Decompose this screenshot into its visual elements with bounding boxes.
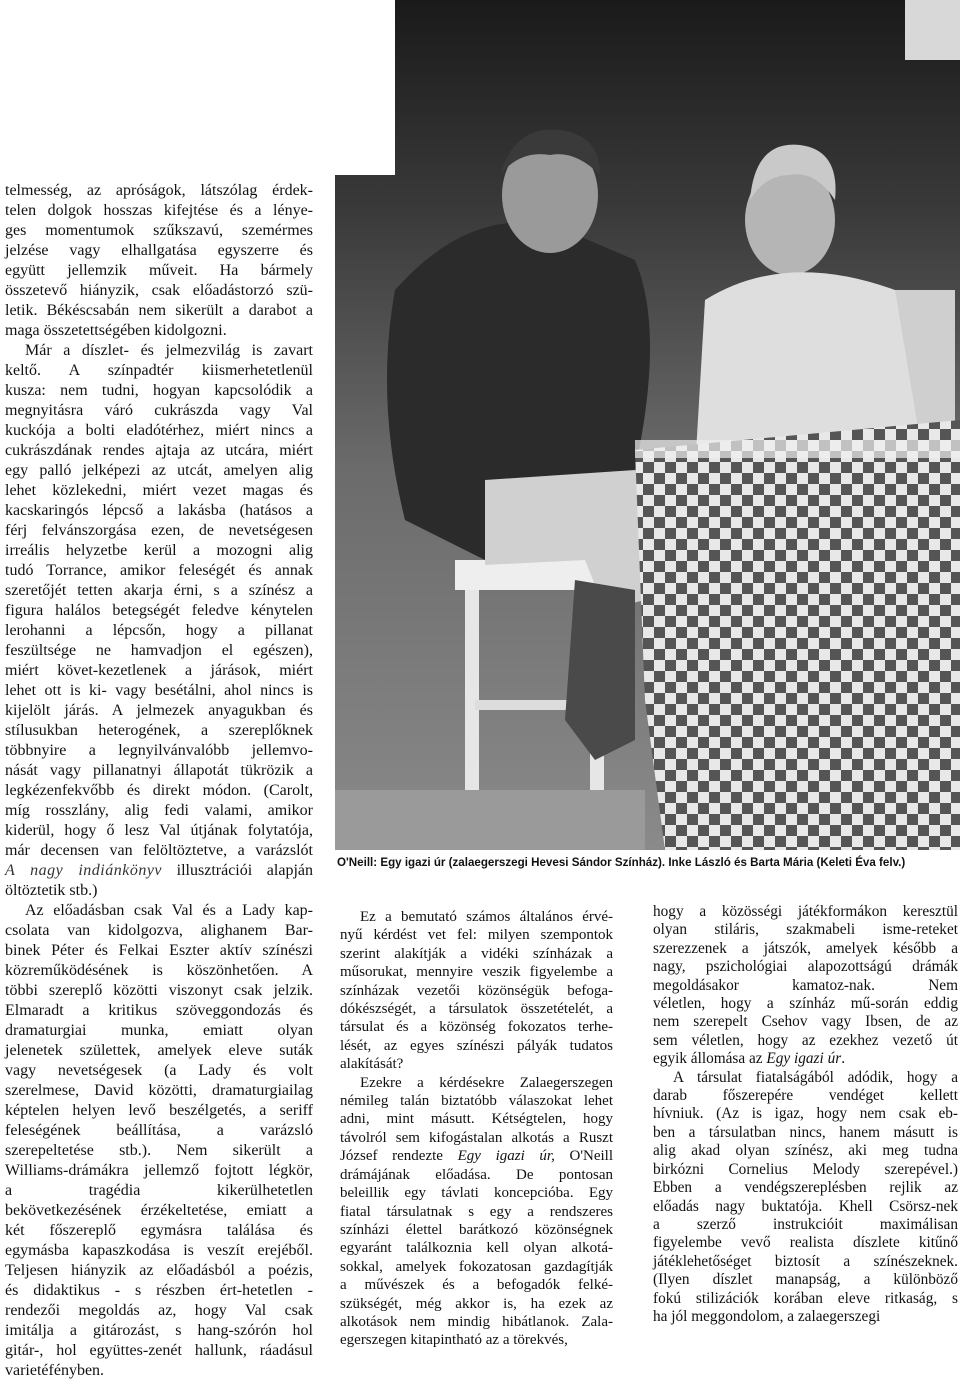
- paragraph: [340, 908, 613, 1074]
- text-line: nását vagy pillanatnyi állapotát tükrözik a: [5, 762, 313, 779]
- text-line: nagy, pszichológiai alapozottságú drámák: [653, 958, 958, 976]
- text-line: egymásba kapaszkodása is veszít erejéből.: [5, 1242, 313, 1259]
- text-line: szeretőjét tetten akarja érni, s a színész a: [5, 582, 313, 599]
- text-line: dramaturgiai munka, emiatt olyan: [5, 1022, 313, 1039]
- text-line: olyan stiláris, szakmabeli isme-reteket: [653, 921, 958, 939]
- text-line: telmesség, az apróságok, látszólag érdek-: [5, 182, 313, 199]
- text-line: játéklehetőséget biztosít a színészeknek.: [653, 1252, 958, 1270]
- text-line: (Ilyen díszlet manapság, a különböző: [653, 1271, 958, 1289]
- stage-photo: [335, 0, 960, 850]
- text-line: gitár-, hol együttes-zenét hallunk, ráadásul: [5, 1342, 313, 1359]
- text-line: lehet ott is ki- vagy besétálni, ahol nincs is: [5, 682, 313, 699]
- article-column-right: [653, 903, 958, 1326]
- text-line: már decensen van felöltöztetve, a varázslót: [5, 842, 313, 859]
- text-line: tudó Torrance, amikor feleségét és annak: [5, 562, 313, 579]
- text-line: adni, mint másutt. Kétségtelen, hogy: [340, 1111, 613, 1128]
- text-line: kiderül, hogy ő lesz Val útjának folytatója,: [5, 822, 313, 839]
- text-line: Elmaradt a kritikus szöveggondozás és: [5, 1002, 313, 1019]
- text-line: [340, 1147, 613, 1165]
- text-line: a szerző instrukcióit maximálisan: [653, 1215, 958, 1233]
- text-line: némileg talán biztatóbb válaszokat lehet: [340, 1093, 613, 1110]
- text-line: drámájának előadása. De pontosan: [340, 1166, 613, 1183]
- article-column-left: [5, 181, 313, 1381]
- text-line: szerepeltetése stb.). Nem sikerült a: [5, 1142, 313, 1159]
- text-line: imitálja a gitározást, s hang-szórón hol: [5, 1322, 313, 1339]
- text-line: férj felvánszorgása ezen, de nevetségesen: [5, 522, 313, 539]
- text-line: Ebben a vendégszereplésben rejlik az: [653, 1179, 958, 1197]
- text-line: Ezekre a kérdésekre Zalaegerszegen: [360, 1074, 613, 1091]
- text-line: Ez a bemutató számos általános érvé-: [360, 909, 613, 925]
- text-line: összetevő hiányzik, csak előadástorzó szü-: [5, 282, 313, 299]
- paragraph: [340, 1074, 613, 1350]
- text-line: előadás nagy buktatója. Khell Csörsz-nek: [653, 1197, 958, 1215]
- text-line: hogy a közösségi játékformákon keresztül: [653, 903, 958, 920]
- text-line: Az előadásban csak Val és a Lady kap-: [25, 902, 313, 919]
- text-line: cukrászdának rendes ajtaja az utcára, miért: [5, 442, 313, 459]
- text-line: [5, 861, 313, 881]
- text-span: József rendezte: [340, 1148, 458, 1165]
- text-line: és didaktikus - s részben ért-hetetlen -: [5, 1282, 313, 1299]
- text-line: A társulat fiatalságából adódik, hogy a: [673, 1068, 958, 1086]
- text-line: feszültsége ne hamvadjon el egészen),: [5, 642, 313, 659]
- text-line: színházak vezetői közönségük befoga-: [340, 982, 613, 999]
- text-line: irreális helyzetbe kerül a mozogni alig: [5, 542, 313, 559]
- text-line: szerelmese, David közötti, dramaturgiailag: [5, 1082, 313, 1099]
- text-line: egerszegen kitapintható az a törekvés,: [340, 1332, 568, 1349]
- text-line: nem szerepelt Csehov vagy Ibsen, de az: [653, 1013, 958, 1031]
- paragraph: [5, 341, 313, 901]
- text-line: sem véletlen, hogy az ezekhez vezető út: [653, 1031, 958, 1049]
- article-column-middle: [340, 908, 613, 1350]
- text-line: Teljesen hiányzik az előadásból a poézis,: [5, 1262, 313, 1279]
- italic-title: A nagy indiánkönyv: [5, 862, 163, 879]
- text-line: kijelölt járás. A jelmezek anyagukban és: [5, 702, 313, 719]
- text-line: véletlen, hogy a színház mű-során eddig: [653, 995, 958, 1013]
- text-line: jelenetek születtek, amelyek eleve suták: [5, 1042, 313, 1059]
- text-line: egyaránt találkoznia kell olyan alkotá-: [340, 1240, 613, 1257]
- text-line: öltöztetik stb.): [5, 882, 98, 899]
- text-line: varietéfényben.: [5, 1362, 105, 1379]
- paragraph: [653, 1069, 958, 1327]
- text-line: szerezzenek a játszók, amelyek később a: [653, 939, 958, 957]
- text-span: .: [841, 1050, 846, 1068]
- text-line: beleillik egy távlati koncepcióba. Egy: [340, 1185, 613, 1202]
- text-line: ha jól meggondolom, a zalaegerszegi: [653, 1307, 881, 1325]
- text-line: műsorukat, mennyire veszik figyelembe a: [340, 964, 613, 981]
- text-line: egy palló jelképezi az utcát, amelyen alig: [5, 462, 313, 479]
- text-line: többi szereplő közötti viszonyt csak jelzik.: [5, 982, 313, 999]
- text-line: fiatal társulatnak s egy a rendszeres: [340, 1203, 613, 1220]
- text-line: miért követ-kezetlenek a járások, miért: [5, 662, 313, 679]
- text-line: többnyire a legnyilvánvalóbb jellemvo-: [5, 742, 313, 759]
- text-line: míg rosszlány, alig fedi valami, amikor: [5, 802, 313, 819]
- text-line: hívniuk. (Az is igaz, hogy nem csak eb-: [653, 1105, 958, 1123]
- text-line: birkózni Cornelius Melody szerepével.): [653, 1160, 958, 1178]
- text-line: ben a társulatban nincs, hanem másutt is: [653, 1123, 958, 1141]
- text-line: kusza: nem tudni, hogyan kapcsolódik a: [5, 382, 313, 399]
- paragraph: [5, 901, 313, 1381]
- text-line: telen dolgok hosszas kifejtése és a lénye-: [5, 202, 313, 219]
- text-span: illusztrációi alapján: [162, 862, 313, 879]
- text-line: megoldásakor kamatoz-nak. Nem: [653, 976, 958, 994]
- text-line: megnyitásra váró cukrászda vagy Val: [5, 402, 313, 419]
- text-line: legkézenfekvőbb és direkt módon. (Carolt,: [5, 782, 313, 799]
- text-line: kacskaringós lépcső a lakásba (hatásos a: [5, 502, 313, 519]
- text-line: színházi élettel barátkozó közönségnek: [340, 1221, 613, 1238]
- text-line: ges momentumok szűkszavú, szemérmes: [5, 222, 313, 239]
- italic-title: Egy igazi úr,: [457, 1148, 555, 1165]
- text-line: alig akad olyan színész, aki meg tudna: [653, 1142, 958, 1160]
- text-line: stílusukban heterogének, a szereplőknek: [5, 722, 313, 739]
- text-line: rendezői megoldás az, hogy Val csak: [5, 1302, 313, 1319]
- text-line: sokkal, amelyek fokozatosan gazdagítják: [340, 1258, 613, 1275]
- text-line: a tragédia kikerülhetetlen: [5, 1182, 313, 1199]
- text-line: darab főszerepére vendéget kellett: [653, 1087, 958, 1105]
- text-line: Már a díszlet- és jelmezvilág is zavart: [25, 342, 313, 359]
- text-span: O'Neill: [554, 1148, 614, 1165]
- text-line: közreműködésének is köszönhetően. A: [5, 962, 313, 979]
- text-span: egyik állomása az: [653, 1050, 767, 1068]
- text-line: lerohanni a lépcsőn, hogy a pillanat: [5, 622, 313, 639]
- text-line: figura halálos betegségét feledve kénytelen: [5, 602, 313, 619]
- text-line: társulat és a közönség fokozatos terhe-: [340, 1019, 613, 1036]
- paragraph: [5, 181, 313, 341]
- text-line: csolata van kidolgozva, alighanem Bar-: [5, 922, 313, 939]
- text-line: Williams-drámákra jellemző fojtott légkör,: [5, 1162, 313, 1179]
- text-line: képtelen helyen levő beszélgetés, a seriff: [5, 1102, 313, 1119]
- text-line: fokú stilizációk korában eleve ritkaság, s: [653, 1289, 958, 1307]
- text-line: a művészek és a befogadók felké-: [340, 1277, 613, 1294]
- text-line: szükségét, még akkor is, ha ezek az: [340, 1295, 613, 1312]
- text-line: dókészségét, a társulatok összetételét, a: [340, 1001, 613, 1018]
- text-line: nyű kérdést vet fel: milyen szempontok: [340, 927, 613, 944]
- text-line: figyelembe vevő realista díszlete kitűnő: [653, 1234, 958, 1252]
- text-line: vagy nevetségesek (a Lady és volt: [5, 1062, 313, 1079]
- text-line: maga összetettségében kidolgozni.: [5, 322, 227, 339]
- text-line: kuckója a bolti eladótérhez, miért nincs a: [5, 422, 313, 439]
- text-line: bekövetkezésének érzékeltetése, emiatt a: [5, 1202, 313, 1219]
- text-line: lését, az egyes színészi pályák tudatos: [340, 1037, 613, 1054]
- text-line: [653, 1050, 958, 1068]
- text-line: letik. Békéscsabán nem sikerült a darabot a: [5, 302, 313, 319]
- text-line: együtt jellemzik műveit. Ha bármely: [5, 262, 313, 279]
- text-line: alkotások nem mindig hibátlanok. Zala-: [340, 1313, 613, 1330]
- text-line: jelzése vagy elhallgatása egyszerre és: [5, 242, 313, 259]
- text-line: keltő. A színpadtér kiismerhetetlenül: [5, 362, 313, 379]
- italic-title: Egy igazi úr: [766, 1050, 842, 1068]
- text-line: binek Péter és Felkai Eszter aktív színészi: [5, 942, 313, 959]
- photo-caption: O'Neill: Egy igazi úr (zalaegerszegi Hevesi Sándor Színház). Inke László és Barta Mária (Keleti Éva felv.): [337, 856, 906, 869]
- paragraph: [653, 903, 958, 1069]
- text-line: feleségének beállítása, a varázsló: [5, 1122, 313, 1139]
- text-line: távolról sem kifogástalan alkotás a Ruszt: [340, 1129, 613, 1146]
- text-line: két főszereplő egymásra találása és: [5, 1222, 313, 1239]
- text-line: szerint alakítják a vidéki színházak a: [340, 945, 613, 962]
- text-line: lehet közlekedni, miért vezet magas és: [5, 482, 313, 499]
- text-line: alakítását?: [340, 1056, 404, 1073]
